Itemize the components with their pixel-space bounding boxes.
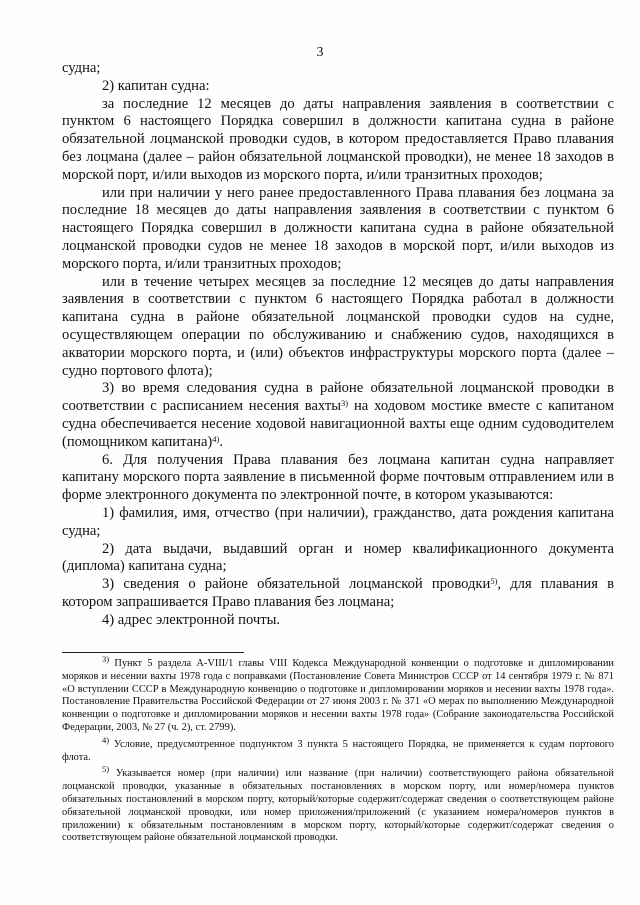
footnote-divider bbox=[62, 652, 244, 653]
footnote-mark: 4) bbox=[102, 734, 110, 745]
paragraph: 3) сведения о районе обязательной лоцманской проводки$^{5)}$, для плавания в котором запрашивается Право плавания без лоцмана; bbox=[62, 576, 614, 610]
footnote-mark: 3) bbox=[102, 654, 110, 664]
paragraph: или в течение четырех месяцев за последние 12 месяцев до даты направления заявления в соответствии с пунктом 6 настоящего Порядка работал в должности капитана судна в районе обязательной лоцманской проводки судов на судне, осуществляющем операции по обслуживанию и снабжению судов, находящихся в акватории морского порта, и (или) объектов инфраструктуры морского порта (далее – судно портового флота); bbox=[62, 273, 614, 379]
paragraph: судна; bbox=[62, 60, 101, 76]
paragraph: 6. Для получения Права плавания без лоцмана капитан судна направляет капитану морского порта заявление в письменной форме почтовым отправлением или в форме электронного документа по электронной почте, в котором указываются: bbox=[62, 451, 614, 504]
footnotes bbox=[62, 654, 614, 849]
footnote-mark: 5) bbox=[102, 764, 110, 775]
paragraph: за последние 12 месяцев до даты направления заявления в соответствии с пунктом 6 настоящего Порядка совершил в должности капитана судна в районе обязательной лоцманской проводки судов, в котором предоставляется Право плавания без лоцмана (далее – район обязательной лоцманской проводки), не менее 18 заходов в морской порт, и/или выходов из морского порта, и/или транзитных проходов; bbox=[62, 95, 614, 183]
paragraph: 3) во время следования судна в районе обязательной лоцманской проводки в соответствии с расписанием несения вахты$^{3)}$ на ходовом мостике вместе с капитаном судна обеспечивается несение ходовой навигационной вахты еще одним судоводителем (помощником капитана)$^{4)}$. bbox=[62, 380, 614, 450]
footnote: $^{4)}$ Условие, предусмотренное подпунктом 3 пункта 5 настоящего Порядка, не применяется к судам портового флота. bbox=[62, 734, 614, 763]
paragraph: 2) дата выдачи, выдавший орган и номер квалификационного документа (диплома) капитана судна; bbox=[62, 540, 614, 575]
paragraph: или при наличии у него ранее предоставленного Права плавания без лоцмана за последние 18 месяцев до даты направления заявления в соответствии с пунктом 6 настоящего Порядка совершил в должности капитана судна в районе обязательной лоцманской проводки судов не менее 18 заходов в морской порт, и/или выходов из морского порта, и/или транзитных проходов; bbox=[62, 184, 614, 272]
footnote-ref: 4) bbox=[212, 433, 220, 444]
footnote-ref: 5) bbox=[490, 576, 498, 587]
document-body bbox=[62, 60, 614, 630]
paragraph: 1) фамилия, имя, отчество (при наличии), гражданство, дата рождения капитана судна; bbox=[62, 504, 614, 539]
footnote: $^{5)}$ Указывается номер (при наличии) или название (при наличии) соответствующего района обязательной лоцманской проводки, указанные в обязательных постановлениях в морском порту, или номер/номера пунктов обязательных постановлений в морском порту, который/которые содержит/содержат сведения о соответствующем районе обязательной лоцманской проводки, или номер приложения/приложений (с указанием номера/номеров пунктов в приложении) к обязательным постановлениям в морском порту, который/которые содержит/содержат сведения о соответствующем районе обязательной лоцманской проводки. bbox=[62, 764, 614, 844]
paragraph: 4) адрес электронной почты. bbox=[102, 611, 281, 628]
page-number: 3 bbox=[316, 45, 324, 60]
footnote-ref: 3) bbox=[341, 398, 349, 409]
paragraph: 2) капитан судна: bbox=[102, 77, 210, 94]
footnote: $^{3)}$ Пункт 5 раздела A-VIII/1 главы VIII Кодекса Международной конвенции о подготовке и дипломировании моряков и несении вахты 1978 года с поправками (Постановление Совета Министров СССР от 14 сентября 1979 г. № 871 «О вступлении СССР в Международную конвенцию о подготовке и дипломировании моряков и несении вахты 1978 года». Постановление Правительства Российской Федерации от 27 июня 2003 г. № 371 «О мерах по выполнению Международной конвенции о подготовке и дипломировании моряков и несении вахты 1978 года» (Собрание законодательства Российской Федерации, 2003, № 27 (ч. 2), ст. 2799). bbox=[62, 654, 614, 733]
